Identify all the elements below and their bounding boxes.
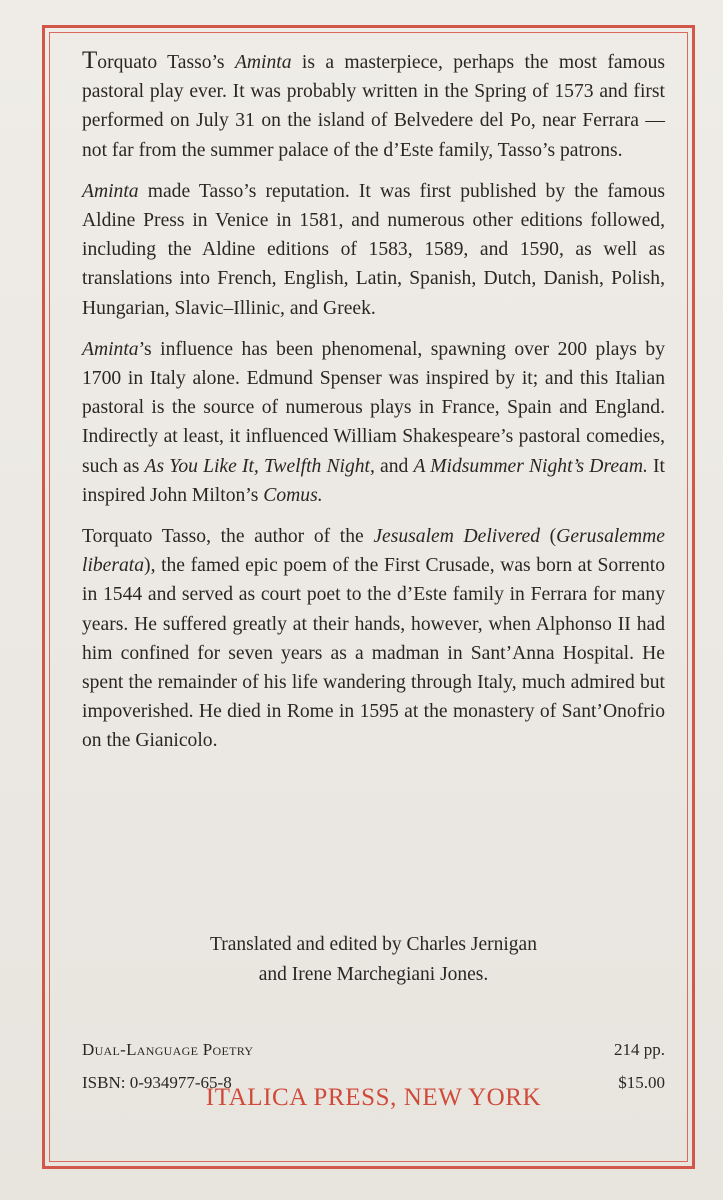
italic-title: Aminta [82, 180, 139, 202]
price: $15.00 [618, 1073, 665, 1092]
italic-title: Twelfth Night, [263, 455, 375, 477]
translator-credit [82, 930, 665, 990]
text-run: made Tasso’s reputation. It was first published by the famous Aldine Press in Venice in 1581, and numerous other editions followed, including the Aldine editions of 1583, 1589, and 1590, as well as translations into French, English, Latin, Spanish, Dutch, Danish, Polish, Hungarian, Slavic–Illinic, and Greek. [82, 180, 665, 319]
initial-letter: T [82, 47, 98, 74]
text-run: ’s influence has been phenomenal, spawning over 200 plays by 1700 in Italy alone. Edmund Spenser was inspired by it; and this Italian pastoral is the source of numerous plays in France, Spain and England. Indirectly at least, it influenced William Shakespeare’s pastoral comedies, such as [82, 338, 665, 477]
text-run: ( [540, 526, 557, 548]
series-row [82, 1039, 665, 1061]
paragraph [82, 335, 665, 510]
text-run: It inspired John Milton’s [82, 455, 665, 506]
italic-title: As You Like It, [144, 455, 259, 477]
text-run: and [374, 455, 414, 477]
italic-title: Gerusalemme liberata [82, 526, 665, 577]
blurb-text [82, 46, 665, 768]
text-run: ), the famed epic poem of the First Crusade, was born at Sorrento in 1544 and served as court poet to the d’Este family in Ferrara for many years. He suffered greatly at their hands, however, when Alphonso II had him confined for seven years as a madman in Sant’Anna Hospital. He spent the remainder of his life wandering through Italy, much admired but impoverished. He died in Rome in 1595 at the monastery of Sant’Onofrio on the Gianicolo. [82, 555, 665, 752]
translator-line: and Irene Marchegiani Jones. [258, 964, 489, 985]
text-run: orquato Tasso’s [97, 52, 235, 73]
text-run: Torquato Tasso, the author of the [82, 526, 374, 548]
publisher-imprint: ITALICA PRESS, NEW YORK [205, 1084, 542, 1111]
italic-title: A Midsummer Night’s Dream. [413, 455, 648, 477]
translator-line: Translated and edited by Charles Jernigan [210, 934, 537, 955]
page-count: 214 pp. [614, 1040, 665, 1059]
isbn: ISBN: 0-934977-65-8 [82, 1073, 232, 1092]
italic-title: Jesusalem Delivered [373, 526, 541, 548]
paragraph [82, 522, 665, 756]
italic-title: Aminta [82, 338, 139, 360]
text-run: is a masterpiece, perhaps the most famous pastoral play ever. It was probably written in the Spring of 1573 and first performed on July 31 on the island of Belvedere del Po, near Ferrara — not far from the summer palace of the d’Este family, Tasso’s patrons. [82, 52, 665, 161]
paragraph [82, 46, 665, 165]
italic-title: Comus. [263, 484, 323, 506]
paragraph [82, 177, 665, 323]
series-label: Dual-Language Poetry [82, 1040, 254, 1059]
italic-title: Aminta [234, 52, 292, 73]
